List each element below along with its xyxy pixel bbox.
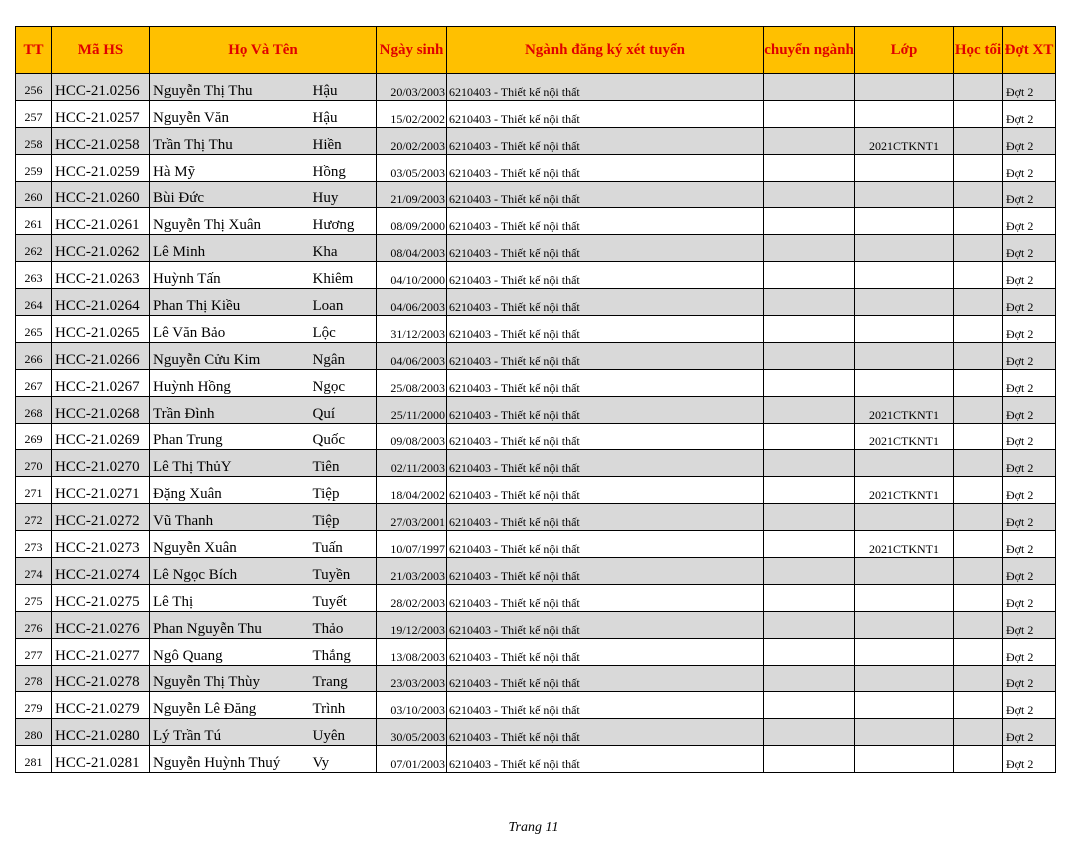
transfer-major-cell [764,423,855,450]
student-code-cell: HCC-21.0276 [52,611,150,638]
admission-round-cell: Đợt 2 [1003,396,1056,423]
given-name-cell: Tiệp [310,477,377,504]
transfer-major-cell [764,100,855,127]
col-header-ngay-sinh: Ngày sinh [377,27,447,74]
major-cell: 6210403 - Thiết kế nội thất [447,692,764,719]
major-cell: 6210403 - Thiết kế nội thất [447,369,764,396]
major-cell: 6210403 - Thiết kế nội thất [447,504,764,531]
birth-date-cell: 09/08/2003 [377,423,447,450]
row-tt-cell: 271 [16,477,52,504]
class-cell [855,181,954,208]
given-name-cell: Uyên [310,719,377,746]
given-name-cell: Loan [310,289,377,316]
admission-round-cell: Đợt 2 [1003,719,1056,746]
family-name-cell: Huỳnh Tấn [150,262,310,289]
row-tt-cell: 256 [16,74,52,101]
transfer-major-cell [764,342,855,369]
header-row [16,27,1056,74]
row-tt-cell: 261 [16,208,52,235]
major-cell: 6210403 - Thiết kế nội thất [447,665,764,692]
admission-round-cell: Đợt 2 [1003,746,1056,773]
table-row [16,450,1056,477]
major-cell: 6210403 - Thiết kế nội thất [447,746,764,773]
given-name-cell: Hậu [310,74,377,101]
major-cell: 6210403 - Thiết kế nội thất [447,154,764,181]
major-cell: 6210403 - Thiết kế nội thất [447,100,764,127]
table-row [16,746,1056,773]
row-tt-cell: 277 [16,638,52,665]
birth-date-cell: 15/02/2002 [377,100,447,127]
birth-date-cell: 03/10/2003 [377,692,447,719]
given-name-cell: Tuấn [310,531,377,558]
evening-study-cell [954,289,1003,316]
row-tt-cell: 259 [16,154,52,181]
evening-study-cell [954,584,1003,611]
student-code-cell: HCC-21.0275 [52,584,150,611]
given-name-cell: Khiêm [310,262,377,289]
major-cell: 6210403 - Thiết kế nội thất [447,74,764,101]
transfer-major-cell [764,450,855,477]
table-row [16,154,1056,181]
table-row [16,584,1056,611]
major-cell: 6210403 - Thiết kế nội thất [447,342,764,369]
transfer-major-cell [764,665,855,692]
evening-study-cell [954,396,1003,423]
transfer-major-cell [764,531,855,558]
class-cell [855,262,954,289]
admission-round-cell: Đợt 2 [1003,611,1056,638]
evening-study-cell [954,316,1003,343]
family-name-cell: Hà Mỹ [150,154,310,181]
transfer-major-cell [764,504,855,531]
col-header-ma-hs: Mã HS [52,27,150,74]
birth-date-cell: 08/04/2003 [377,235,447,262]
evening-study-cell [954,235,1003,262]
table-row [16,100,1056,127]
table-row [16,342,1056,369]
table-row [16,181,1056,208]
student-code-cell: HCC-21.0265 [52,316,150,343]
given-name-cell: Tiên [310,450,377,477]
transfer-major-cell [764,369,855,396]
admission-round-cell: Đợt 2 [1003,369,1056,396]
given-name-cell: Quí [310,396,377,423]
col-header-ho-ten: Họ Và Tên [150,27,377,74]
birth-date-cell: 04/10/2000 [377,262,447,289]
row-tt-cell: 270 [16,450,52,477]
birth-date-cell: 20/03/2003 [377,74,447,101]
class-cell [855,638,954,665]
family-name-cell: Lê Ngọc Bích [150,558,310,585]
row-tt-cell: 276 [16,611,52,638]
student-code-cell: HCC-21.0271 [52,477,150,504]
row-tt-cell: 279 [16,692,52,719]
transfer-major-cell [764,611,855,638]
admission-round-cell: Đợt 2 [1003,289,1056,316]
row-tt-cell: 273 [16,531,52,558]
family-name-cell: Nguyễn Cửu Kim [150,342,310,369]
major-cell: 6210403 - Thiết kế nội thất [447,423,764,450]
admission-round-cell: Đợt 2 [1003,74,1056,101]
table-row [16,262,1056,289]
family-name-cell: Bùi Đức [150,181,310,208]
given-name-cell: Trang [310,665,377,692]
admission-round-cell: Đợt 2 [1003,638,1056,665]
admission-round-cell: Đợt 2 [1003,504,1056,531]
given-name-cell: Kha [310,235,377,262]
birth-date-cell: 25/11/2000 [377,396,447,423]
birth-date-cell: 13/08/2003 [377,638,447,665]
transfer-major-cell [764,584,855,611]
admission-round-cell: Đợt 2 [1003,477,1056,504]
major-cell: 6210403 - Thiết kế nội thất [447,289,764,316]
col-header-dot-xt: Đợt XT [1003,27,1056,74]
class-cell [855,154,954,181]
row-tt-cell: 269 [16,423,52,450]
given-name-cell: Ngọc [310,369,377,396]
evening-study-cell [954,181,1003,208]
col-header-hoc-toi: Học tối [954,27,1003,74]
student-code-cell: HCC-21.0259 [52,154,150,181]
student-code-cell: HCC-21.0267 [52,369,150,396]
row-tt-cell: 267 [16,369,52,396]
admission-round-cell: Đợt 2 [1003,558,1056,585]
student-code-cell: HCC-21.0269 [52,423,150,450]
student-code-cell: HCC-21.0260 [52,181,150,208]
major-cell: 6210403 - Thiết kế nội thất [447,262,764,289]
class-cell [855,289,954,316]
birth-date-cell: 18/04/2002 [377,477,447,504]
evening-study-cell [954,342,1003,369]
transfer-major-cell [764,638,855,665]
transfer-major-cell [764,289,855,316]
table-row [16,611,1056,638]
evening-study-cell [954,665,1003,692]
class-cell [855,369,954,396]
student-list-table [15,26,1056,773]
row-tt-cell: 257 [16,100,52,127]
student-code-cell: HCC-21.0278 [52,665,150,692]
evening-study-cell [954,638,1003,665]
transfer-major-cell [764,746,855,773]
class-cell: 2021CTKNT1 [855,396,954,423]
given-name-cell: Tuyết [310,584,377,611]
class-cell [855,235,954,262]
admission-round-cell: Đợt 2 [1003,181,1056,208]
row-tt-cell: 268 [16,396,52,423]
table-row [16,504,1056,531]
row-tt-cell: 264 [16,289,52,316]
family-name-cell: Lê Văn Bảo [150,316,310,343]
evening-study-cell [954,74,1003,101]
page-number: Trang 11 [508,820,559,835]
admission-round-cell: Đợt 2 [1003,235,1056,262]
row-tt-cell: 274 [16,558,52,585]
family-name-cell: Vũ Thanh [150,504,310,531]
birth-date-cell: 27/03/2001 [377,504,447,531]
given-name-cell: Hiền [310,127,377,154]
transfer-major-cell [764,719,855,746]
col-header-lop: Lớp [855,27,954,74]
transfer-major-cell [764,181,855,208]
major-cell: 6210403 - Thiết kế nội thất [447,127,764,154]
table-row [16,531,1056,558]
row-tt-cell: 280 [16,719,52,746]
major-cell: 6210403 - Thiết kế nội thất [447,235,764,262]
student-code-cell: HCC-21.0274 [52,558,150,585]
family-name-cell: Lê Thị ThủY [150,450,310,477]
given-name-cell: Ngân [310,342,377,369]
admission-round-cell: Đợt 2 [1003,154,1056,181]
birth-date-cell: 21/09/2003 [377,181,447,208]
given-name-cell: Lộc [310,316,377,343]
evening-study-cell [954,477,1003,504]
family-name-cell: Lê Minh [150,235,310,262]
given-name-cell: Tuyền [310,558,377,585]
evening-study-cell [954,719,1003,746]
family-name-cell: Lê Thị [150,584,310,611]
student-code-cell: HCC-21.0270 [52,450,150,477]
evening-study-cell [954,262,1003,289]
table-row [16,396,1056,423]
student-code-cell: HCC-21.0261 [52,208,150,235]
class-cell [855,342,954,369]
family-name-cell: Đặng Xuân [150,477,310,504]
given-name-cell: Hương [310,208,377,235]
birth-date-cell: 04/06/2003 [377,289,447,316]
table-row [16,558,1056,585]
evening-study-cell [954,450,1003,477]
student-code-cell: HCC-21.0263 [52,262,150,289]
transfer-major-cell [764,154,855,181]
row-tt-cell: 265 [16,316,52,343]
transfer-major-cell [764,316,855,343]
col-header-chuyen-nganh: chuyển ngành [764,27,855,74]
birth-date-cell: 30/05/2003 [377,719,447,746]
transfer-major-cell [764,235,855,262]
admission-round-cell: Đợt 2 [1003,692,1056,719]
evening-study-cell [954,504,1003,531]
major-cell: 6210403 - Thiết kế nội thất [447,719,764,746]
class-cell [855,692,954,719]
class-cell [855,665,954,692]
row-tt-cell: 272 [16,504,52,531]
major-cell: 6210403 - Thiết kế nội thất [447,558,764,585]
class-cell [855,208,954,235]
table-row [16,477,1056,504]
family-name-cell: Phan Thị Kiều [150,289,310,316]
evening-study-cell [954,100,1003,127]
family-name-cell: Nguyễn Thị Xuân [150,208,310,235]
given-name-cell: Thảo [310,611,377,638]
major-cell: 6210403 - Thiết kế nội thất [447,396,764,423]
student-code-cell: HCC-21.0273 [52,531,150,558]
row-tt-cell: 262 [16,235,52,262]
evening-study-cell [954,154,1003,181]
admission-round-cell: Đợt 2 [1003,208,1056,235]
birth-date-cell: 10/07/1997 [377,531,447,558]
row-tt-cell: 258 [16,127,52,154]
given-name-cell: Hậu [310,100,377,127]
birth-date-cell: 03/05/2003 [377,154,447,181]
major-cell: 6210403 - Thiết kế nội thất [447,638,764,665]
birth-date-cell: 31/12/2003 [377,316,447,343]
family-name-cell: Nguyễn Văn [150,100,310,127]
table-row [16,235,1056,262]
major-cell: 6210403 - Thiết kế nội thất [447,531,764,558]
transfer-major-cell [764,262,855,289]
row-tt-cell: 260 [16,181,52,208]
class-cell [855,611,954,638]
major-cell: 6210403 - Thiết kế nội thất [447,611,764,638]
evening-study-cell [954,746,1003,773]
student-code-cell: HCC-21.0262 [52,235,150,262]
family-name-cell: Nguyễn Xuân [150,531,310,558]
given-name-cell: Tiệp [310,504,377,531]
table-row [16,316,1056,343]
evening-study-cell [954,369,1003,396]
birth-date-cell: 20/02/2003 [377,127,447,154]
given-name-cell: Vy [310,746,377,773]
class-cell [855,746,954,773]
table-row [16,665,1056,692]
transfer-major-cell [764,477,855,504]
student-code-cell: HCC-21.0280 [52,719,150,746]
class-cell [855,316,954,343]
evening-study-cell [954,208,1003,235]
student-code-cell: HCC-21.0258 [52,127,150,154]
class-cell: 2021CTKNT1 [855,531,954,558]
birth-date-cell: 19/12/2003 [377,611,447,638]
class-cell [855,558,954,585]
class-cell [855,719,954,746]
student-code-cell: HCC-21.0264 [52,289,150,316]
birth-date-cell: 21/03/2003 [377,558,447,585]
table-row [16,369,1056,396]
student-code-cell: HCC-21.0257 [52,100,150,127]
student-code-cell: HCC-21.0268 [52,396,150,423]
given-name-cell: Thắng [310,638,377,665]
transfer-major-cell [764,127,855,154]
family-name-cell: Phan Trung [150,423,310,450]
birth-date-cell: 08/09/2000 [377,208,447,235]
major-cell: 6210403 - Thiết kế nội thất [447,181,764,208]
major-cell: 6210403 - Thiết kế nội thất [447,316,764,343]
evening-study-cell [954,127,1003,154]
transfer-major-cell [764,692,855,719]
student-code-cell: HCC-21.0279 [52,692,150,719]
class-cell [855,504,954,531]
family-name-cell: Trần Đình [150,396,310,423]
admission-round-cell: Đợt 2 [1003,584,1056,611]
row-tt-cell: 266 [16,342,52,369]
admission-round-cell: Đợt 2 [1003,450,1056,477]
student-code-cell: HCC-21.0266 [52,342,150,369]
admission-round-cell: Đợt 2 [1003,665,1056,692]
family-name-cell: Nguyễn Thị Thùy [150,665,310,692]
given-name-cell: Hồng [310,154,377,181]
family-name-cell: Huỳnh Hồng [150,369,310,396]
row-tt-cell: 263 [16,262,52,289]
table-row [16,74,1056,101]
student-code-cell: HCC-21.0281 [52,746,150,773]
given-name-cell: Quốc [310,423,377,450]
birth-date-cell: 04/06/2003 [377,342,447,369]
family-name-cell: Nguyễn Thị Thu [150,74,310,101]
evening-study-cell [954,531,1003,558]
family-name-cell: Ngô Quang [150,638,310,665]
table-row [16,208,1056,235]
family-name-cell: Nguyễn Huỳnh Thuý [150,746,310,773]
class-cell: 2021CTKNT1 [855,127,954,154]
transfer-major-cell [764,74,855,101]
transfer-major-cell [764,558,855,585]
admission-round-cell: Đợt 2 [1003,342,1056,369]
family-name-cell: Lý Trần Tú [150,719,310,746]
major-cell: 6210403 - Thiết kế nội thất [447,208,764,235]
admission-round-cell: Đợt 2 [1003,127,1056,154]
major-cell: 6210403 - Thiết kế nội thất [447,477,764,504]
class-cell: 2021CTKNT1 [855,423,954,450]
class-cell [855,100,954,127]
major-cell: 6210403 - Thiết kế nội thất [447,584,764,611]
class-cell [855,450,954,477]
evening-study-cell [954,423,1003,450]
admission-round-cell: Đợt 2 [1003,262,1056,289]
evening-study-cell [954,692,1003,719]
given-name-cell: Trình [310,692,377,719]
admission-round-cell: Đợt 2 [1003,423,1056,450]
admission-round-cell: Đợt 2 [1003,531,1056,558]
row-tt-cell: 278 [16,665,52,692]
table-row [16,127,1056,154]
evening-study-cell [954,558,1003,585]
table-row [16,423,1056,450]
admission-round-cell: Đợt 2 [1003,316,1056,343]
col-header-nganh: Ngành đăng ký xét tuyển [447,27,764,74]
birth-date-cell: 02/11/2003 [377,450,447,477]
admission-round-cell: Đợt 2 [1003,100,1056,127]
class-cell [855,584,954,611]
family-name-cell: Nguyễn Lê Đăng [150,692,310,719]
family-name-cell: Phan Nguyễn Thu [150,611,310,638]
given-name-cell: Huy [310,181,377,208]
family-name-cell: Trần Thị Thu [150,127,310,154]
class-cell: 2021CTKNT1 [855,477,954,504]
student-code-cell: HCC-21.0272 [52,504,150,531]
birth-date-cell: 23/03/2003 [377,665,447,692]
student-code-cell: HCC-21.0256 [52,74,150,101]
birth-date-cell: 07/01/2003 [377,746,447,773]
row-tt-cell: 275 [16,584,52,611]
birth-date-cell: 25/08/2003 [377,369,447,396]
table-row [16,638,1056,665]
evening-study-cell [954,611,1003,638]
class-cell [855,74,954,101]
birth-date-cell: 28/02/2003 [377,584,447,611]
col-header-tt: TT [16,27,52,74]
transfer-major-cell [764,208,855,235]
row-tt-cell: 281 [16,746,52,773]
table-row [16,719,1056,746]
table-row [16,289,1056,316]
student-code-cell: HCC-21.0277 [52,638,150,665]
major-cell: 6210403 - Thiết kế nội thất [447,450,764,477]
transfer-major-cell [764,396,855,423]
table-row [16,692,1056,719]
